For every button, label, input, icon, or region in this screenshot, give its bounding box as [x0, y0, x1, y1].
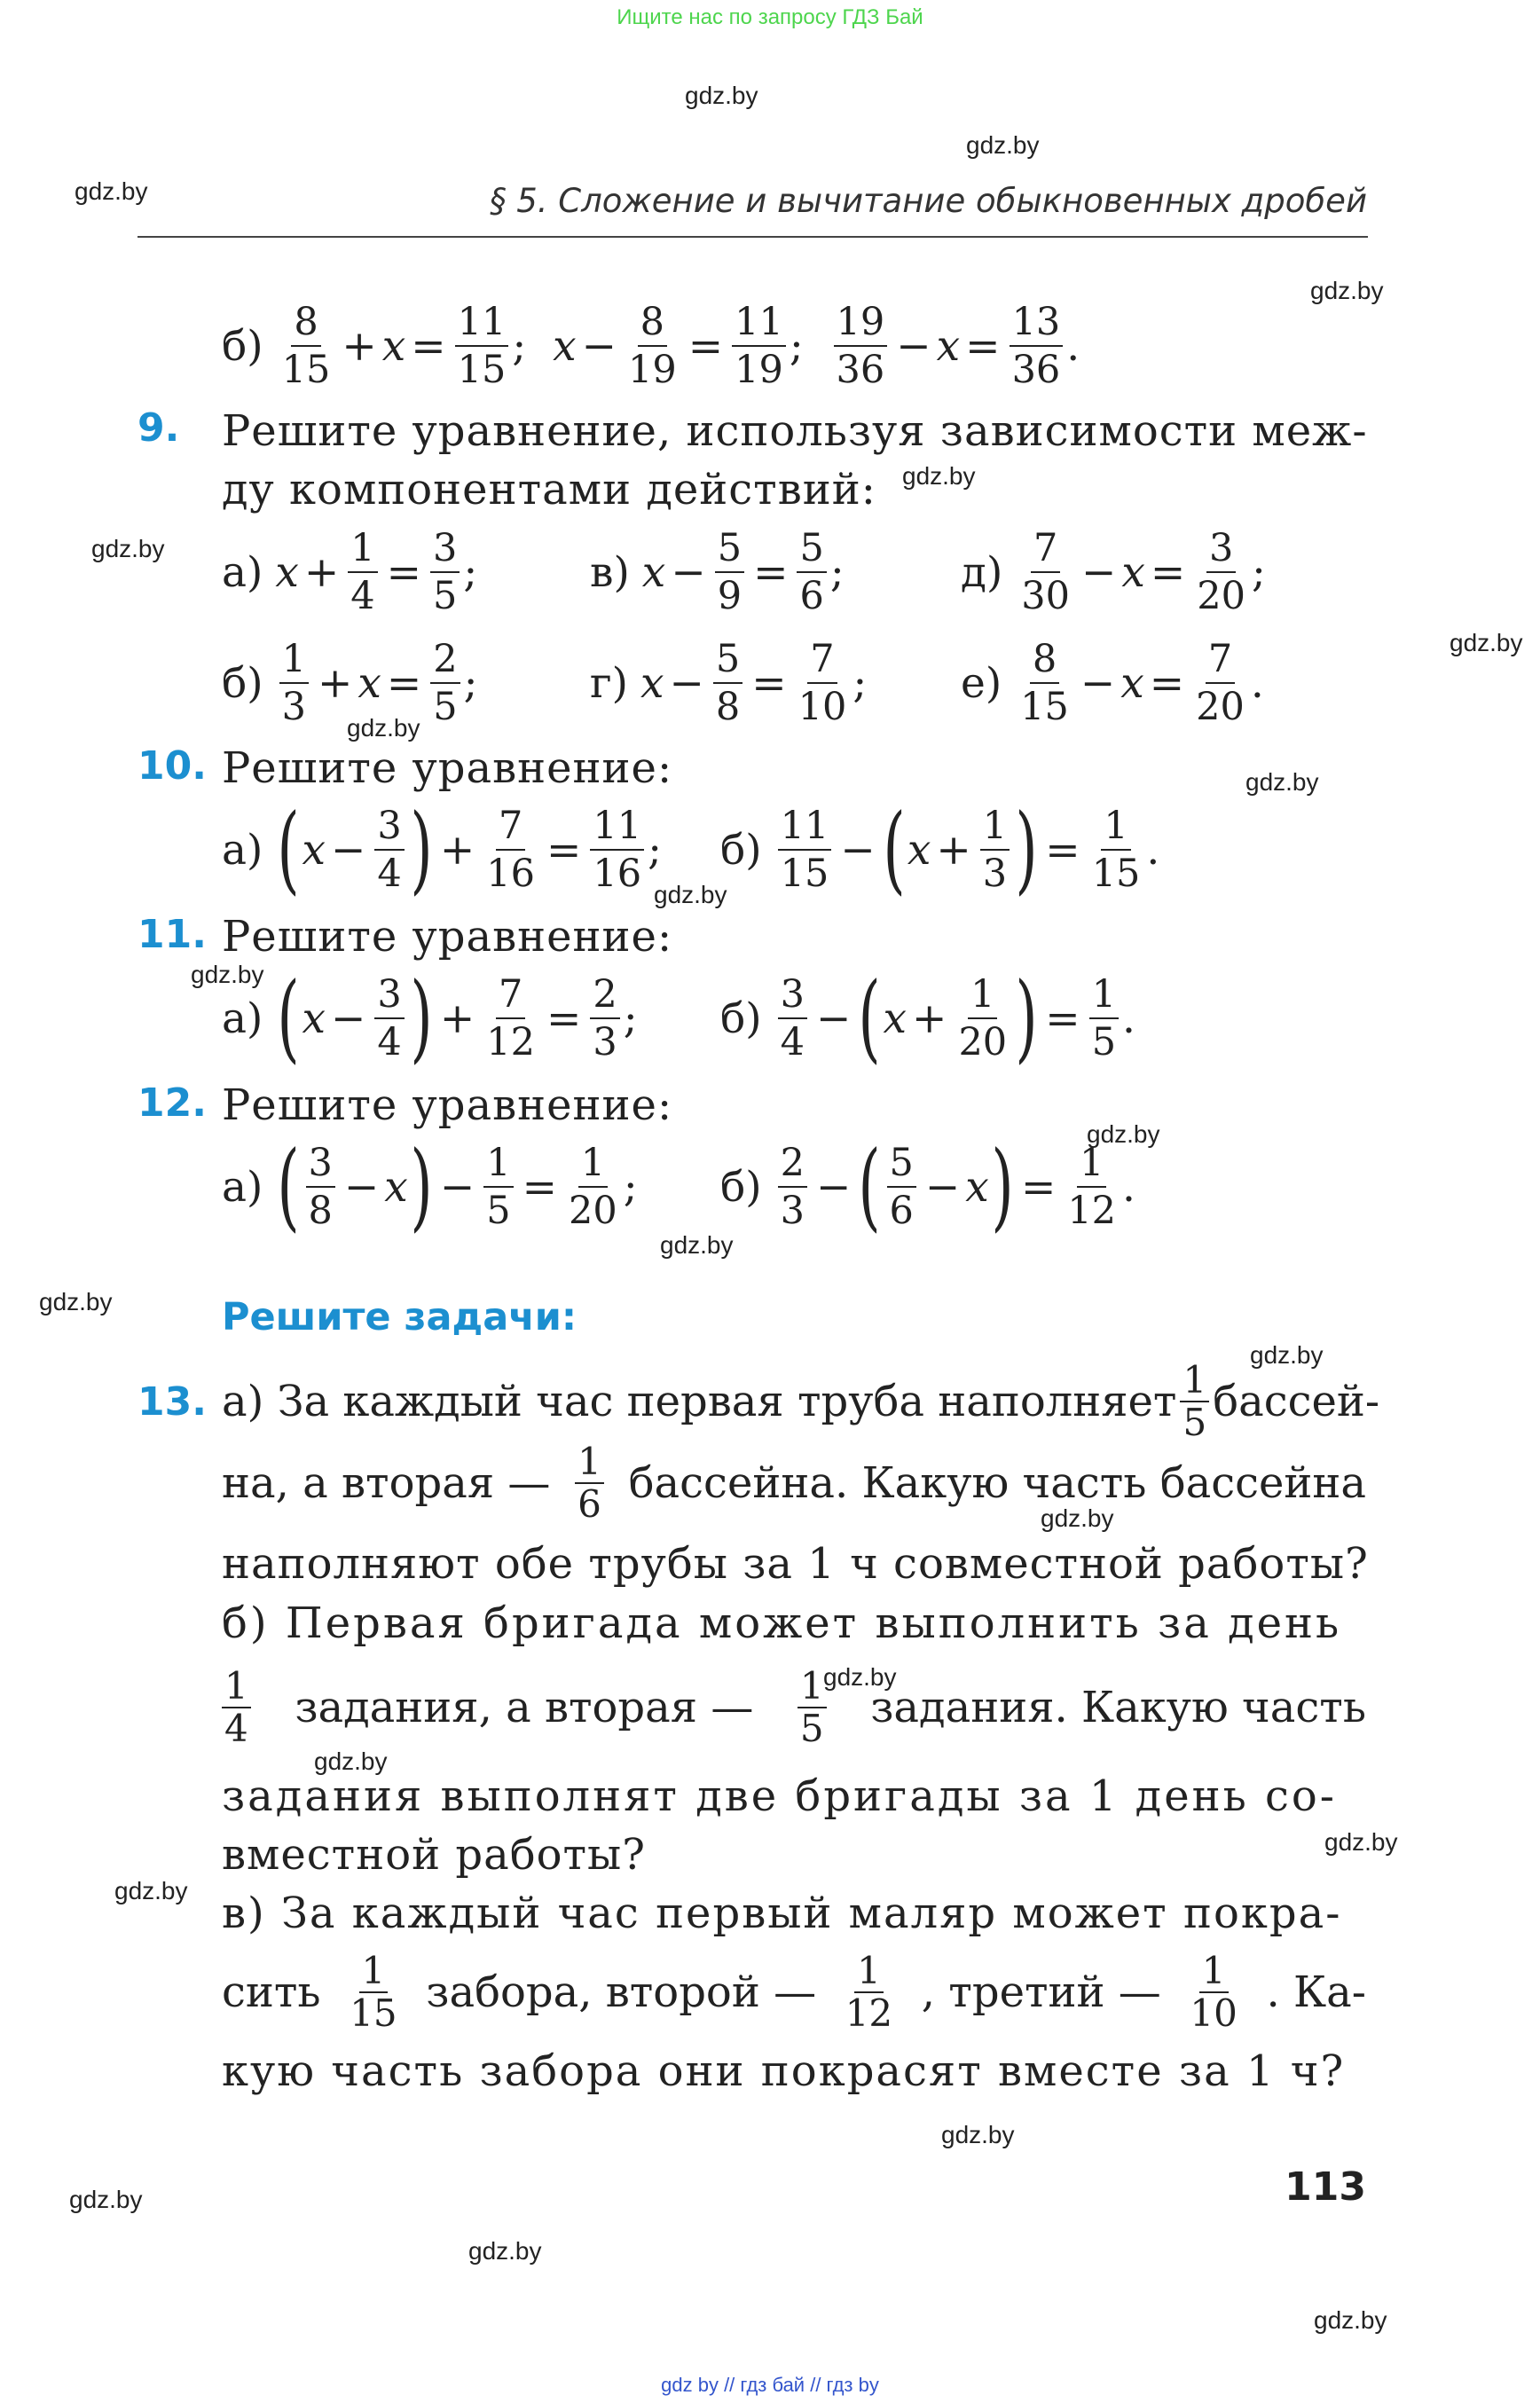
item-label: б) — [222, 321, 263, 371]
exercise-13a-line3: наполняют обе трубы за 1 ч совместной работы? — [222, 1539, 1369, 1589]
top-banner[interactable]: Ищите нас по запросу ГДЗ Бай — [617, 5, 923, 29]
exercise-10a: а) ( x − $\frac{3}{4}$ ) + $\frac{7}{16}$ = $\frac{11}{16}$ ; — [222, 794, 662, 905]
exercise-13b-line3: задания выполнят две бригады за 1 день со- — [222, 1771, 1338, 1821]
watermark: gdz.by — [347, 714, 420, 742]
fraction: $\frac{8}{19}$ — [628, 300, 677, 392]
exercise-9d: д) $\frac{7}{30}$ − x = $\frac{3}{20}$ ; — [961, 526, 1266, 618]
watermark: gdz.by — [1087, 1120, 1160, 1148]
page-number: 113 — [1285, 2164, 1366, 2210]
section-title: Решите задачи: — [222, 1295, 578, 1339]
exercise-9a: а) x + $\frac{1}{4}$ = $\frac{3}{5}$ ; — [222, 526, 478, 618]
watermark: gdz.by — [660, 1231, 734, 1259]
exercise-9v: в) x − $\frac{5}{9}$ = $\frac{5}{6}$ ; — [590, 526, 845, 618]
watermark: gdz.by — [75, 177, 148, 205]
exercise-13b-line4: вместной работы? — [222, 1830, 646, 1880]
fraction: $\frac{8}{15}$ — [281, 300, 331, 392]
exercise-9-text-line1: Решите уравнение, используя зависимости меж- — [222, 406, 1368, 456]
exercise-9e: е) $\frac{8}{15}$ − x = $\frac{7}{20}$ . — [961, 637, 1264, 729]
exercise-13v-line3: кую часть забора они покрасят вместе за 1 ч? — [222, 2046, 1346, 2096]
watermark: gdz.by — [1314, 2306, 1387, 2334]
watermark: gdz.by — [1250, 1341, 1324, 1369]
watermark: gdz.by — [1450, 629, 1523, 656]
exercise-13v-line1: в) За каждый час первый маляр может покра- — [222, 1889, 1342, 1938]
watermark: gdz.by — [1310, 277, 1384, 304]
footer-links[interactable]: gdz by // гдз бай // гдз by — [661, 2374, 879, 2396]
watermark: gdz.by — [902, 462, 976, 490]
watermark: gdz.by — [941, 2121, 1015, 2148]
fraction: $\frac{13}{36}$ — [1010, 299, 1064, 393]
section-header: § 5. Сложение и вычитание обыкновенных дробей — [489, 182, 1367, 220]
exercise-9b: б) $\frac{1}{3}$ + x = $\frac{2}{5}$ ; — [222, 637, 478, 729]
watermark: gdz.by — [654, 881, 727, 908]
watermark: gdz.by — [468, 2237, 542, 2265]
exercise-title: Решите уравнение: — [222, 1080, 673, 1130]
exercise-title: Решите уравнение: — [222, 912, 673, 962]
watermark: gdz.by — [314, 1747, 388, 1775]
exercise-11b: б) $\frac{3}{4}$ − ( x + $\frac{1}{20}$ ) = $\frac{1}{5}$ . — [720, 962, 1135, 1073]
fraction: $\frac{11}{15}$ — [455, 299, 509, 393]
watermark: gdz.by — [685, 82, 758, 109]
watermark: gdz.by — [39, 1288, 113, 1315]
exercise-number: 13. — [138, 1379, 207, 1425]
exercise-10b: б) $\frac{11}{15}$ − ( x + $\frac{1}{3}$ ) = $\frac{1}{15}$ . — [720, 794, 1160, 905]
exercise-13v-line2: сить $\frac{1}{15}$ забора, второй — $\frac{1}{12}$ , третий — $\frac{1}{10}$ . Ка- — [222, 1949, 1366, 2035]
watermark: gdz.by — [191, 961, 264, 988]
exercise-12a: а) ( $\frac{3}{8}$ − x ) − $\frac{1}{5}$ = $\frac{1}{20}$ ; — [222, 1131, 638, 1242]
exercise-number: 12. — [138, 1080, 207, 1126]
fraction: $\frac{19}{36}$ — [834, 299, 888, 393]
exercise-12b: б) $\frac{2}{3}$ − ( $\frac{5}{6}$ − x ) = $\frac{1}{12}$ . — [720, 1131, 1135, 1242]
watermark: gdz.by — [69, 2186, 143, 2213]
exercise-9g: г) x − $\frac{5}{8}$ = $\frac{7}{10}$ ; — [590, 637, 868, 729]
exercise-number: 11. — [138, 912, 207, 957]
exercise-title: Решите уравнение: — [222, 743, 673, 793]
exercise-11a: а) ( x − $\frac{3}{4}$ ) + $\frac{7}{12}$ = $\frac{2}{3}$ ; — [222, 962, 638, 1073]
exercise-8b-line: б) $\frac{8}{15}$ + x = $\frac{11}{15}$ ; x − $\frac{8}{19}$ = $\frac{11}{19}$ ; $\frac{19}{36}$ − x = $\frac{13}{36}$ . — [222, 300, 1080, 392]
exercise-13a-line1: а) За каждый час первая труба наполняет $\frac{1}{5}$ бассей- — [222, 1358, 1380, 1444]
exercise-13a-line2: на, а вторая — $\frac{1}{6}$ бассейна. Какую часть бассейна — [222, 1440, 1366, 1526]
exercise-13b-line1: б) Первая бригада может выполнить за день — [222, 1598, 1342, 1648]
exercise-9-text-line2: ду компонентами действий: — [222, 465, 876, 514]
watermark: gdz.by — [91, 535, 165, 562]
watermark: gdz.by — [1041, 1504, 1114, 1532]
exercise-13b-line2: $\frac{1}{4}$ задания, а вторая — $\frac{1}{5}$ задания. Какую часть — [222, 1663, 1366, 1752]
watermark: gdz.by — [966, 131, 1040, 159]
fraction: $\frac{11}{19}$ — [732, 299, 786, 393]
watermark: gdz.by — [1245, 768, 1319, 796]
exercise-number: 10. — [138, 743, 207, 789]
watermark: gdz.by — [114, 1877, 188, 1904]
watermark: gdz.by — [1324, 1828, 1398, 1856]
header-rule — [138, 236, 1368, 238]
watermark: gdz.by — [823, 1663, 897, 1691]
exercise-number: 9. — [138, 405, 180, 451]
